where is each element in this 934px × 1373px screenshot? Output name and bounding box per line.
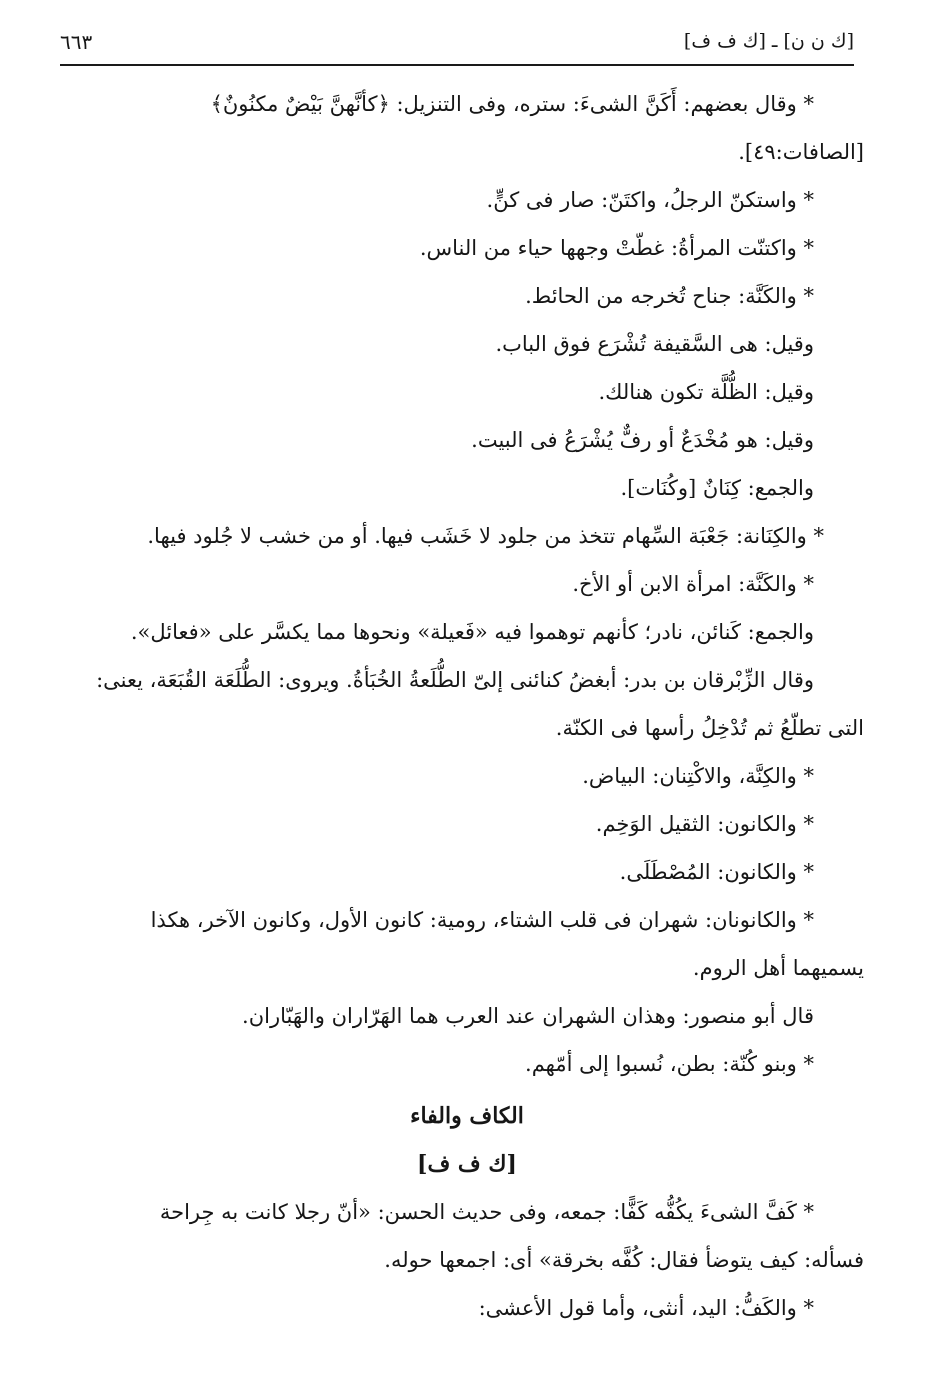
entry-line: * والكِنَّة، والاكْتِنان: البياض. [582,764,814,788]
entry-line: وقيل: الظُّلَّة تكون هنالك. [598,380,814,404]
entry-line: * واستكنّ الرجلُ، واكتَنّ: صار فى كنٍّ. [486,188,814,212]
entry-line: قال أبو منصور: وهذان الشهران عند العرب هما الهَرّاران والهَبّاران. [242,1004,814,1028]
entry-line: * واكتنّت المرأةُ: غطّتْ وجهها حياء من الناس. [419,236,814,260]
entry-line: والجمع: كِنَانٌ [وكُنَات]. [620,476,814,500]
entry-line: يسميهما أهل الروم. [692,956,864,980]
entry-line: التى تطلّعُ ثم تُدْخِلُ رأسها فى الكنّة. [555,716,864,740]
entry-line: [الصافات:٤٩]. [738,140,864,164]
running-title: [ك ن ن] ـ [ك ف ف] [683,30,854,52]
page-number: ٦٦٣ [60,30,93,54]
entry-line: * وقال بعضهم: أَكَنَّ الشىءَ: ستره، وفى التنزيل: ﴿كأنَّهنَّ بَيْضٌ مكنُونٌ﴾ [210,92,814,116]
entry-line: وقيل: هى السَّقيفة تُشْرَع فوق الباب. [495,332,814,356]
entry-line: * والكانون: المُصْطَلَى. [619,860,814,884]
entry-line: * والكَنَّة: امرأة الابن أو الأخ. [572,572,814,596]
page-header [60,30,854,66]
entry-line: * والكانون: الثقيل الوَخِم. [595,812,814,836]
entry-line: وقال الزِّبْرقان بن بدر: أبغضُ كنائنى إلىّ الطُّلَعةُ الخُبَأةُ. ويروى: الطُّلَعَة القُبَعَة، يعنى: [96,668,814,692]
page-body [70,80,864,1332]
entry-line: * والكَنَّة: جناح تُخرجه من الحائط. [525,284,814,308]
entry-line: * كَفَّ الشىءَ يكُفُّه كَفًّا: جمعه، وفى حديث الحسن: «أنّ رجلا كانت به جِراحة [159,1200,814,1224]
section-heading-block [70,1092,864,1188]
entry-line: * والكِنَانة: جَعْبَة السِّهام تتخذ من جلود لا خَشَب فيها. أو من خشب لا جُلود فيها. [147,524,824,548]
entry-line: * وبنو كُنّة: بطن، نُسبوا إلى أمّهم. [525,1052,814,1076]
entry-line: * والكَفُّ: اليد، أنثى، وأما قول الأعشى: [478,1296,814,1320]
entry-line: وقيل: هو مُخْدَعٌ أو رفٌّ يُشْرَعُ فى البيت. [471,428,814,452]
entry-line: فسأله: كيف يتوضأ فقال: كُفَّه بخرقة» أى: اجمعها حوله. [384,1248,864,1272]
section-title: الكاف والفاء [410,1103,524,1129]
entry-line: والجمع: كَنائن، نادر؛ كأنهم توهموا فيه «فَعيلة» ونحوها مما يكسَّر على «فعائل». [130,620,814,644]
entry-line: * والكانونان: شهران فى قلب الشتاء، رومية: كانون الأول، وكانون الآخر، هكذا [150,908,814,932]
root-heading: [ك ف ف] [417,1151,517,1177]
